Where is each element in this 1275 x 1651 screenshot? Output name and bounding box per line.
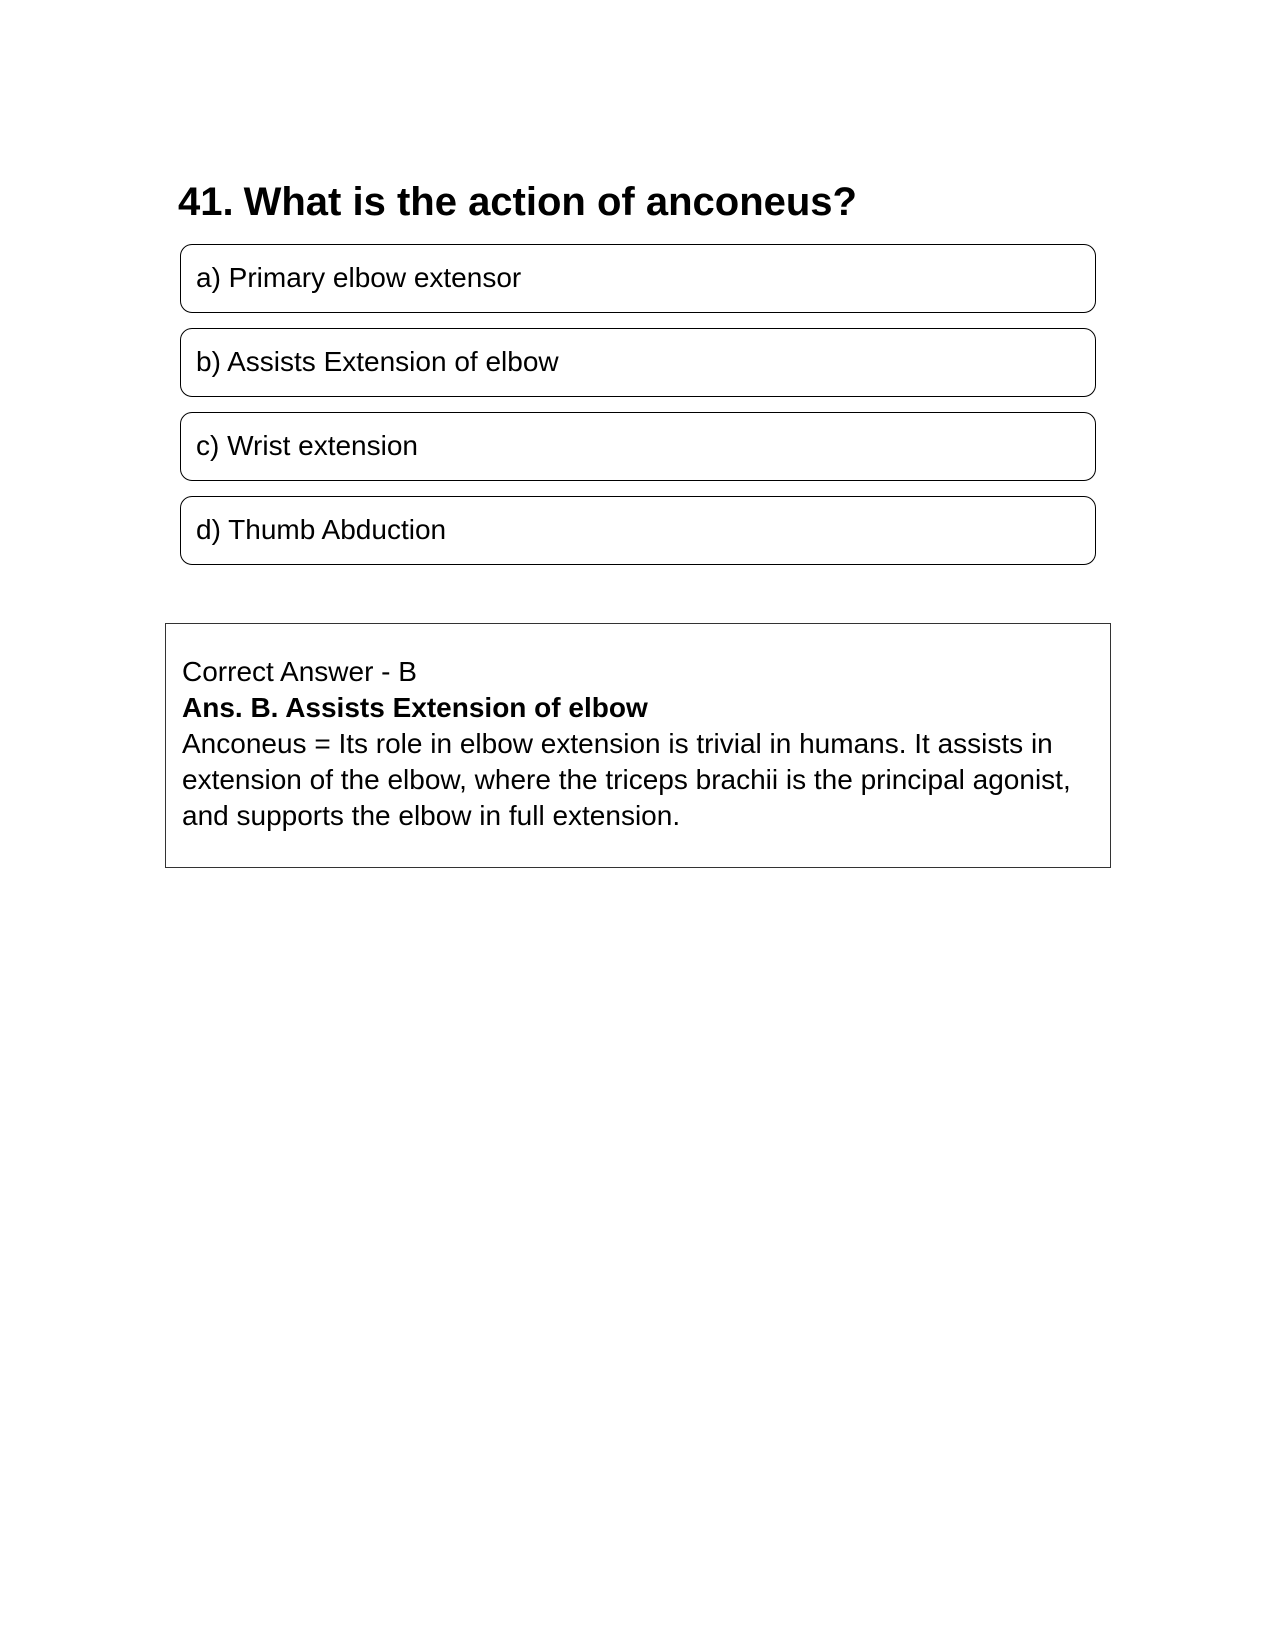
- question-title: [178, 176, 857, 228]
- option-b[interactable]: b) Assists Extension of elbow: [180, 328, 1096, 397]
- answer-heading: Ans. B. Assists Extension of elbow: [182, 692, 648, 723]
- options-list: [180, 244, 1096, 580]
- option-d[interactable]: d) Thumb Abduction: [180, 496, 1096, 565]
- option-c[interactable]: c) Wrist extension: [180, 412, 1096, 481]
- correct-answer-line: Correct Answer - B: [182, 656, 417, 687]
- option-a[interactable]: a) Primary elbow extensor: [180, 244, 1096, 313]
- question-text: What is the action of anconeus?: [243, 180, 857, 224]
- answer-box: [165, 623, 1111, 868]
- answer-explanation: Anconeus = Its role in elbow extension is trivial in humans. It assists in extension of the elbow, where the triceps brachii is the principal agonist, and supports the elbow in full extension.: [182, 728, 1071, 831]
- question-number: 41.: [178, 180, 234, 224]
